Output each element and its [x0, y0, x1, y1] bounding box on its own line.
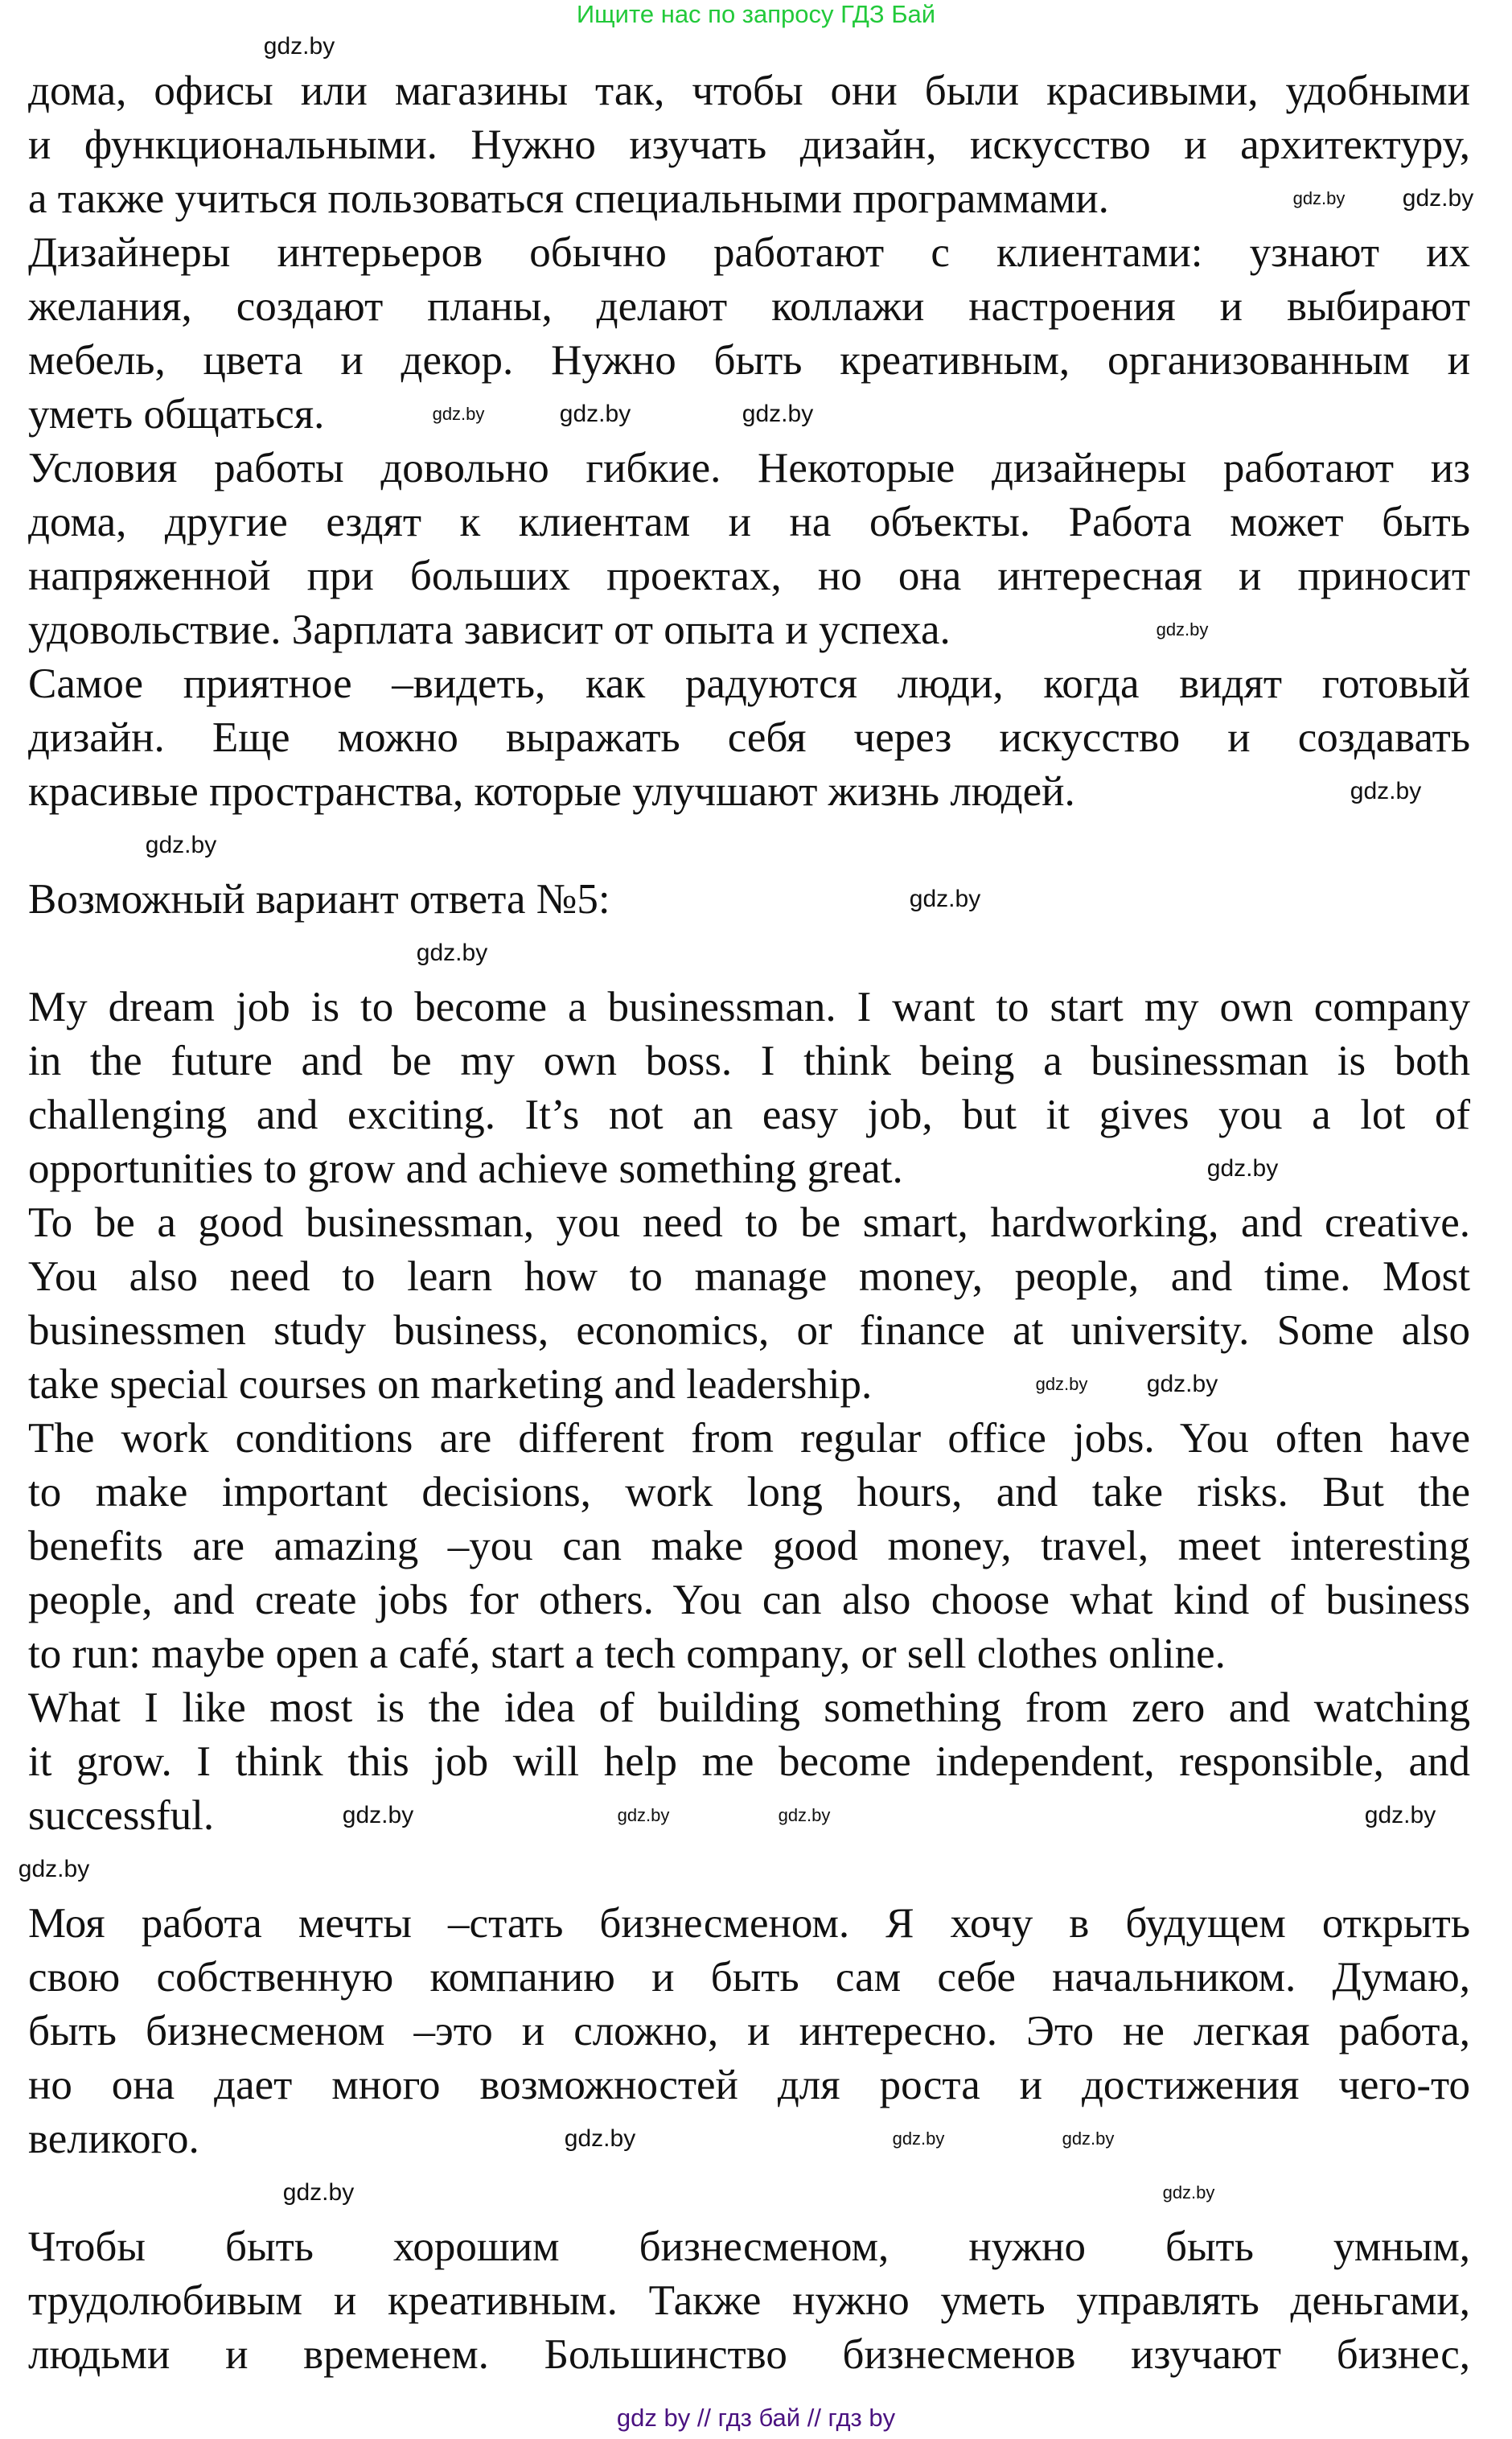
text-line: удовольствие. Зарплата зависит от опыта и успеха.: [28, 607, 951, 653]
text-line: to make important decisions, work long hours, and take risks. But the: [28, 1469, 1470, 1516]
text-line: Условия работы довольно гибкие. Некоторые дизайнеры работают из: [28, 445, 1470, 492]
watermark: gdz.by: [18, 1856, 90, 1882]
watermark: gdz.by: [909, 886, 981, 912]
text-line: напряженной при больших проектах, но она интересная и приносит: [28, 553, 1470, 599]
watermark: gdz.by: [1206, 1155, 1279, 1182]
search-hint-banner: Ищите нас по запросу ГДЗ Бай: [576, 0, 936, 28]
footer-links: gdz by // гдз бай // гдз by: [616, 2404, 896, 2432]
text-line: Моя работа мечты –стать бизнесменом. Я хочу в будущем открыть: [28, 1900, 1470, 1947]
text-line: красивые пространства, которые улучшают жизнь людей.: [28, 768, 1075, 815]
text-line: быть бизнесменом –это и сложно, и интересно. Это не легкая работа,: [28, 2008, 1470, 2054]
text-line: [28, 1843, 1470, 1897]
watermark: gdz.by: [892, 2128, 945, 2149]
text-line: трудолюбивым и креативным. Также нужно уметь управлять деньгами,: [28, 2277, 1470, 2324]
text-line: [28, 927, 1470, 981]
text-line: Самое приятное –видеть, как радуются люди, когда видят готовый: [28, 660, 1470, 707]
text-line: successful.: [28, 1792, 215, 1839]
watermark: gdz.by: [564, 2125, 636, 2152]
watermark: gdz.by: [559, 401, 631, 427]
text-line: To be a good businessman, you need to be smart, hardworking, and creative.: [28, 1199, 1470, 1246]
text-line: take special courses on marketing and leadership.: [28, 1361, 873, 1408]
text-line: и функциональными. Нужно изучать дизайн, искусство и архитектуру,: [28, 121, 1470, 168]
text-line: но она дает много возможностей для роста и достижения чего-то: [28, 2062, 1470, 2108]
watermark: gdz.by: [778, 1805, 831, 1825]
watermark: gdz.by: [282, 2179, 355, 2206]
text-line: to run: maybe open a café, start a tech company, or sell clothes online.: [28, 1631, 1226, 1677]
watermark: gdz.by: [1292, 188, 1346, 208]
text-line: people, and create jobs for others. You can also choose what kind of business: [28, 1577, 1470, 1623]
text-line: Возможный вариант ответа №5:: [28, 876, 610, 923]
text-line: businessmen study business, economics, or finance at university. Some also: [28, 1307, 1470, 1354]
text-line: benefits are amazing –you can make good money, travel, meet interesting: [28, 1523, 1470, 1569]
text-line: желания, создают планы, делают коллажи настроения и выбирают: [28, 283, 1470, 330]
text-line: дизайн. Еще можно выражать себя через искусство и создавать: [28, 714, 1470, 761]
watermark: gdz.by: [617, 1805, 670, 1825]
text-line: Дизайнеры интерьеров обычно работают с клиентами: узнают их: [28, 229, 1470, 276]
watermark: gdz.by: [1350, 778, 1422, 804]
text-line: [28, 2166, 1470, 2220]
text-line: challenging and exciting. It’s not an easy job, but it gives you a lot of: [28, 1092, 1470, 1138]
text-line: а также учиться пользоваться специальными программами.: [28, 175, 1109, 222]
watermark: gdz.by: [742, 401, 814, 427]
watermark: gdz.by: [1062, 2128, 1115, 2149]
text-line: дома, офисы или магазины так, чтобы они были красивыми, удобными: [28, 68, 1470, 114]
text-line: великого.: [28, 2116, 199, 2162]
text-line: [28, 819, 1470, 873]
text-line: My dream job is to become a businessman. I want to start my own company: [28, 984, 1470, 1030]
text-line: The work conditions are different from regular office jobs. You often have: [28, 1415, 1470, 1462]
watermark: gdz.by: [263, 33, 335, 60]
text-line: уметь общаться.: [28, 391, 325, 438]
watermark: gdz.by: [432, 404, 485, 424]
text-line: opportunities to grow and achieve something great.: [28, 1145, 903, 1192]
text-line: it grow. I think this job will help me become independent, responsible, and: [28, 1738, 1470, 1785]
watermark: gdz.by: [1146, 1371, 1218, 1397]
text-line: You also need to learn how to manage money, people, and time. Most: [28, 1253, 1470, 1300]
text-line: дома, другие ездят к клиентам и на объекты. Работа может быть: [28, 499, 1470, 545]
text-line: What I like most is the idea of building something from zero and watching: [28, 1684, 1470, 1731]
watermark: gdz.by: [1035, 1374, 1088, 1394]
watermark: gdz.by: [342, 1802, 414, 1828]
watermark: gdz.by: [1156, 619, 1209, 640]
watermark: gdz.by: [416, 940, 488, 966]
watermark: gdz.by: [145, 832, 217, 858]
text-line: свою собственную компанию и быть сам себе начальником. Думаю,: [28, 1954, 1470, 2001]
text-line: Чтобы быть хорошим бизнесменом, нужно быть умным,: [28, 2223, 1470, 2270]
watermark: gdz.by: [1402, 185, 1474, 212]
text-line: мебель, цвета и декор. Нужно быть креативным, организованным и: [28, 337, 1470, 384]
watermark: gdz.by: [1364, 1802, 1436, 1828]
watermark: gdz.by: [1162, 2182, 1215, 2203]
text-line: in the future and be my own boss. I think being a businessman is both: [28, 1038, 1470, 1084]
text-line: людьми и временем. Большинство бизнесменов изучают бизнес,: [28, 2331, 1470, 2378]
